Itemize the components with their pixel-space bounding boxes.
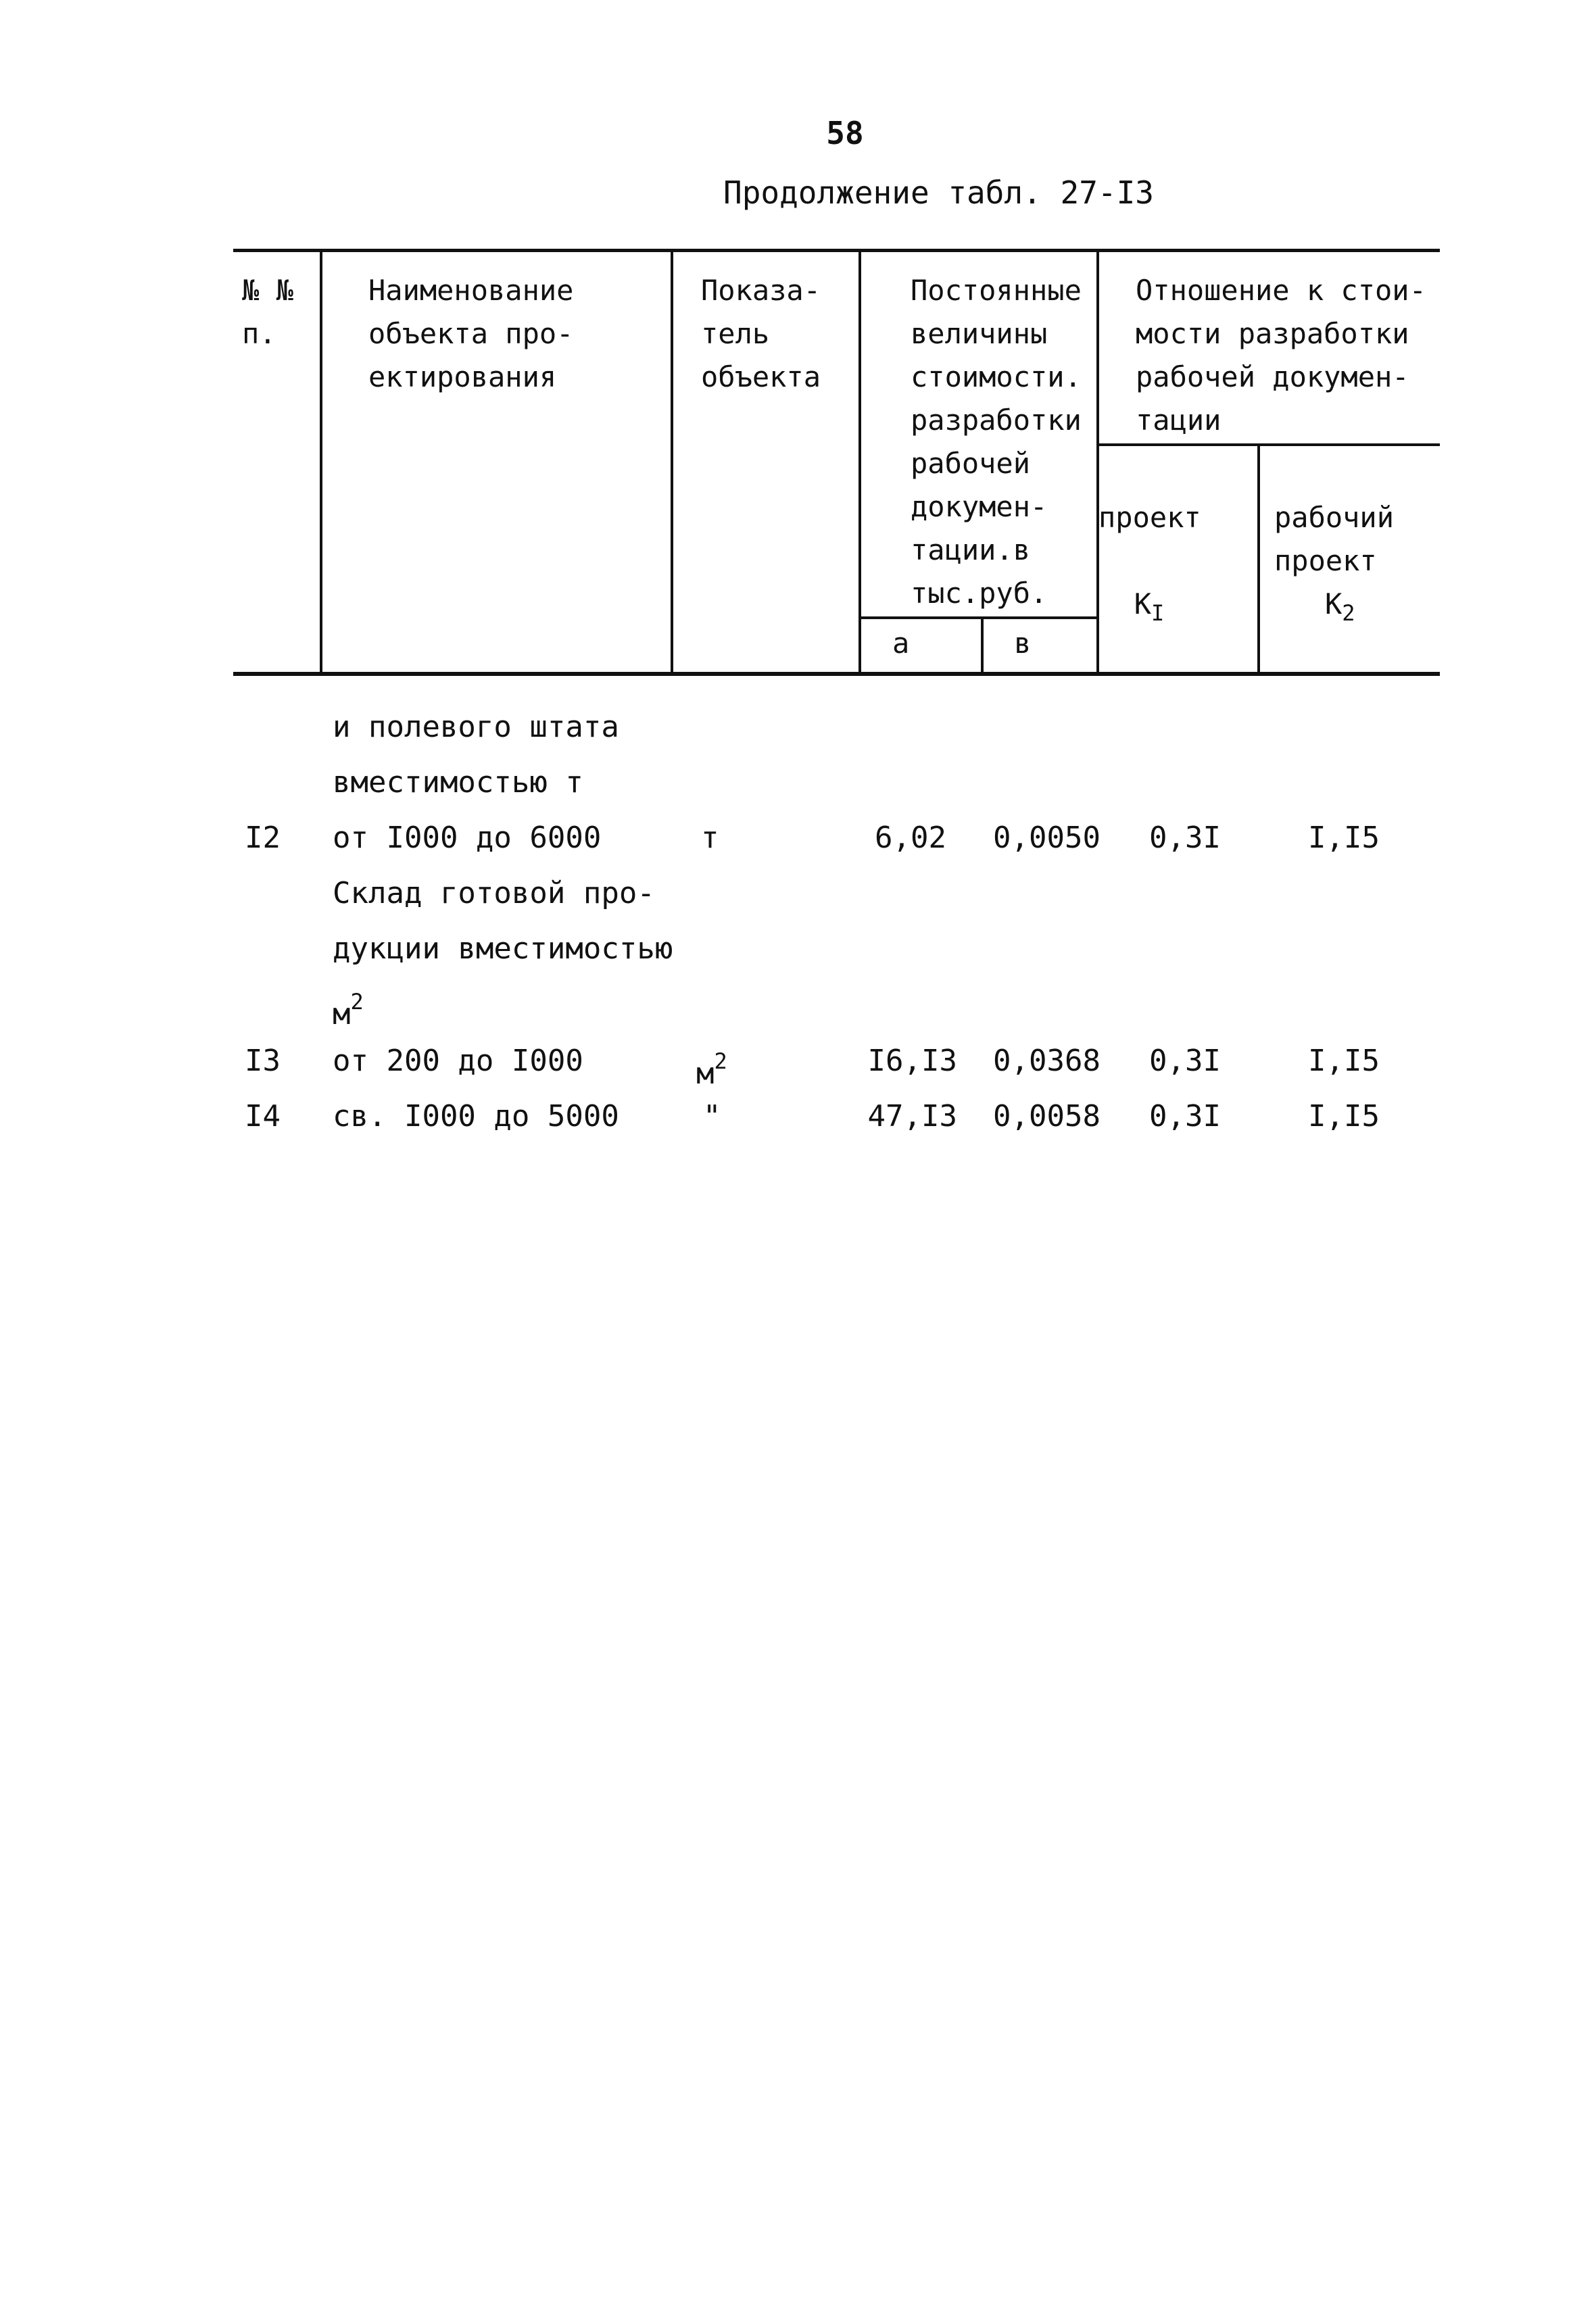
col-divider-2 bbox=[671, 249, 673, 675]
header-k2: $К_2$ bbox=[1325, 587, 1355, 626]
row-name: св. I000 до 5000 bbox=[333, 1099, 619, 1134]
row-name-unit: $м^2$ bbox=[333, 989, 364, 1031]
row-k2: I,I5 bbox=[1308, 821, 1380, 855]
row-name: от I000 до 6000 bbox=[333, 821, 602, 855]
row-num: I2 bbox=[245, 821, 281, 855]
col-divider-ab bbox=[981, 616, 984, 675]
row-name: вместимостью т bbox=[333, 765, 583, 800]
row-num: I4 bbox=[245, 1099, 281, 1134]
row-indicator: $м^2$ bbox=[696, 1048, 727, 1091]
constants-sub-rule bbox=[859, 616, 1098, 619]
header-col-a: а bbox=[892, 627, 910, 660]
header-ratio: Отношение к стои- мости разработки рабочей докумен- тации bbox=[1136, 274, 1426, 437]
header-constants: Постоянные величины стоимости. разработки рабочей докумен- тации.в тыс.руб. bbox=[911, 274, 1082, 610]
row-indicator: т bbox=[701, 821, 719, 855]
row-value-a: I6,I3 bbox=[867, 1044, 957, 1078]
row-name: Склад готовой про- bbox=[333, 876, 655, 910]
col-divider-1 bbox=[320, 249, 322, 675]
table-caption: Продолжение табл. 27-I3 bbox=[723, 174, 1154, 211]
table-top-rule bbox=[233, 249, 1440, 252]
row-k1: 0,3I bbox=[1149, 1099, 1221, 1134]
header-col-b: в bbox=[1014, 627, 1032, 660]
col-divider-5 bbox=[1257, 443, 1260, 675]
row-name: дукции вместимостью bbox=[333, 931, 673, 966]
row-name: и полевого штата bbox=[333, 710, 619, 744]
header-num: № № п. bbox=[242, 274, 293, 350]
row-k2: I,I5 bbox=[1308, 1044, 1380, 1078]
row-value-b: 0,0050 bbox=[993, 821, 1101, 855]
row-value-b: 0,0058 bbox=[993, 1099, 1101, 1134]
header-indicator: Показа- тель объекта bbox=[701, 274, 821, 393]
row-indicator: " bbox=[703, 1099, 721, 1134]
col-divider-3 bbox=[859, 249, 861, 675]
row-value-a: 47,I3 bbox=[867, 1099, 957, 1134]
header-project-label: проект bbox=[1098, 501, 1201, 534]
row-k1: 0,3I bbox=[1149, 1044, 1221, 1078]
ratio-sub-rule bbox=[1098, 443, 1440, 446]
row-value-a: 6,02 bbox=[875, 821, 946, 855]
header-project bbox=[1098, 453, 1200, 635]
row-k2: I,I5 bbox=[1308, 1099, 1380, 1134]
page-number: 58 bbox=[826, 115, 864, 151]
row-k1: 0,3I bbox=[1149, 821, 1221, 855]
row-num: I3 bbox=[245, 1044, 281, 1078]
row-value-b: 0,0368 bbox=[993, 1044, 1101, 1078]
header-k1: $К_I$ bbox=[1134, 587, 1165, 626]
header-name: Наименование объекта про- ектирования bbox=[368, 274, 574, 393]
header-working-label: рабочий проект bbox=[1274, 501, 1395, 577]
row-name: от 200 до I000 bbox=[333, 1044, 583, 1078]
